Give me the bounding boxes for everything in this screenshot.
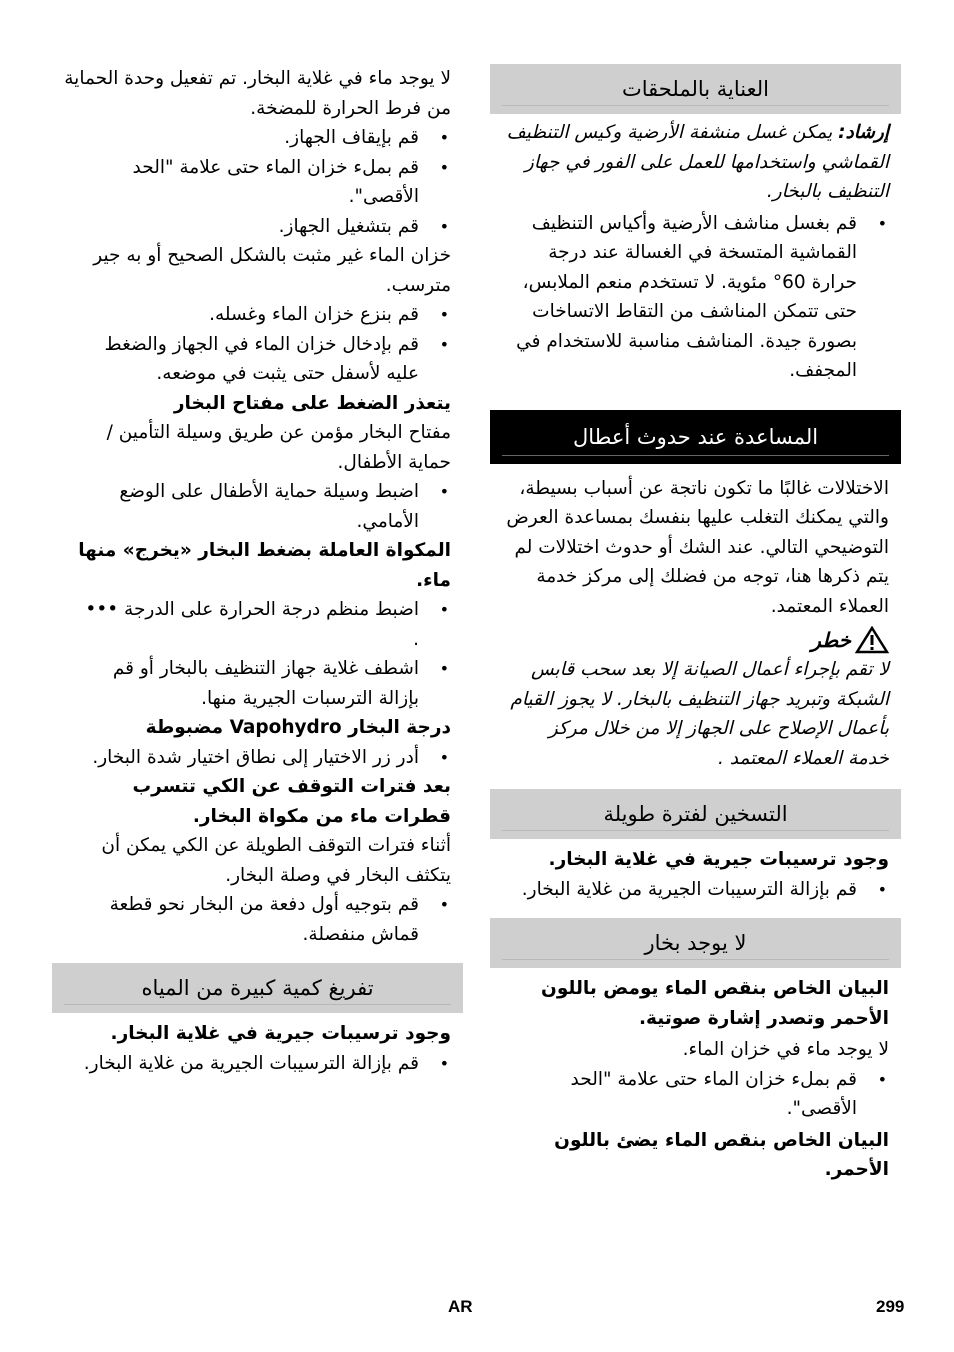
danger-text: لا تقم بإجراء أعمال الصيانة إلا بعد سحب قابس الشبكة وتبريد جهاز التنظيف بالبخار. لا يجوز القيام بأعمال الإصلاح على الجهاز إلا من خلال مركز خدمة العملاء المعتمد . [510,659,889,769]
long-heating-cause: وجود ترسيبات جيرية في غلاية البخار. [548,849,889,870]
no-steam-text-1: لا يوجد ماء في خزان الماء. [682,1039,889,1060]
paragraph: أثناء فترات التوقف الطويلة عن الكي يمكن أن يتكثف البخار في وصلة البخار. [101,835,451,886]
troubleshooting-intro: الاختلالات غالبًا ما تكون ناتجة عن أسباب بسيطة، والتي يمكنك التغلب عليها بنفسك بمساعدة العرض التوضيحي التالي. عند الشك أو حدوث اختلالات لم يتم ذكرها هنا، توجه من فضلك إلى مركز خدمة العملاء المعتمد. [506,477,889,617]
list-item: • قم بإدخال خزان الماء في الجهاز والضغط عليه لأسفل حتى يثبت في موضعه. [74,330,419,389]
page-number: 299 [876,1297,905,1316]
subheading-steam-switch: يتعذر الضغط على مفتاح البخار [173,392,451,414]
list-item: • اضبط وسيلة حماية الأطفال على الوضع الأمامي. [74,477,419,536]
danger-label: خطر [811,628,851,652]
no-steam-subheading-1: البيان الخاص بنقص الماء يومض باللون الأحمر وتصدر إشارة صوتية. [541,978,889,1029]
list-item: • قم بغسل مناشف الأرضية وأكياس التنظيف القماشية المتسخة في الغسالة عند درجة حرارة 60° مئوية. لا تستخدم منعم الملابس، حتى تتمكن المناشف من التقاط الاتساخات بصورة جيدة. المناشف مناسبة للاستخدام في المجفف. [500,209,857,386]
list-item: • قم بإزالة الترسيبات الجيرية من غلاية البخار. [74,1049,419,1079]
hint-paragraph [490,118,901,207]
list-item: • قم بنزع خزان الماء وغسله. [74,300,419,330]
list-item: • قم بملء خزان الماء حتى علامة "الحد الأقصى". [500,1065,857,1124]
list-item: • اشطف غلاية جهاز التنظيف بالبخار أو قم بإزالة الترسبات الجيرية منها. [74,654,419,713]
list-item: • اضبط منظم درجة الحرارة على الدرجة ••• . [74,595,419,654]
water-discharge-cause: وجود ترسيبات جيرية في غلاية البخار. [110,1023,451,1044]
warning-triangle-icon [855,626,889,654]
section-heading-accessories: العناية بالملحقات [490,64,901,114]
subheading-iron-water: المكواة العاملة بضغط البخار «يخرج» منها ماء. [78,540,451,591]
hint-label: إرشاد: [838,122,889,143]
list-item: • قم بملء خزان الماء حتى علامة "الحد الأقصى". [74,153,419,212]
subheading-water-drops: بعد فترات التوقف عن الكي تتسرب قطرات ماء من مكواة البخار. [132,776,451,827]
list-item: • قم بإزالة الترسيبات الجيرية من غلاية البخار. [500,875,857,905]
left-column [52,64,463,1078]
no-steam-subheading-2: البيان الخاص بنقص الماء يضئ باللون الأحمر. [554,1129,889,1180]
list-item: • أدر زر الاختيار إلى نطاق اختيار شدة البخار. [74,743,419,773]
section-heading-long-heating: التسخين لفترة طويلة [490,789,901,839]
list-item: • قم بإيقاف الجهاز. [74,123,419,153]
section-heading-troubleshooting: المساعدة عند حدوث أعطال [490,410,901,464]
right-column [490,64,901,1185]
list-item: • قم بتوجيه أول دفعة من البخار نحو قطعة قماش منفصلة. [74,890,419,949]
subheading-vapohydro: درجة البخار Vapohydro مضبوطة [145,717,451,738]
danger-heading [490,625,901,655]
language-code: AR [448,1297,473,1316]
hint-text: يمكن غسل منشفة الأرضية وكيس التنظيف القماشي واستخدامها للعمل على الفور في جهاز التنظيف بالبخار. [506,122,889,202]
list-item: • قم بتشغيل الجهاز. [74,212,419,242]
paragraph: مفتاح البخار مؤمن عن طريق وسيلة التأمين / حماية الأطفال. [106,422,451,473]
section-heading-no-steam: لا يوجد بخار [490,918,901,968]
paragraph: خزان الماء غير مثبت بالشكل الصحيح أو به جير مترسب. [93,245,451,296]
section-heading-water-discharge: تفريغ كمية كبيرة من المياه [52,963,463,1013]
paragraph: لا يوجد ماء في غلاية البخار. تم تفعيل وحدة الحماية من فرط الحرارة للمضخة. [64,68,451,119]
